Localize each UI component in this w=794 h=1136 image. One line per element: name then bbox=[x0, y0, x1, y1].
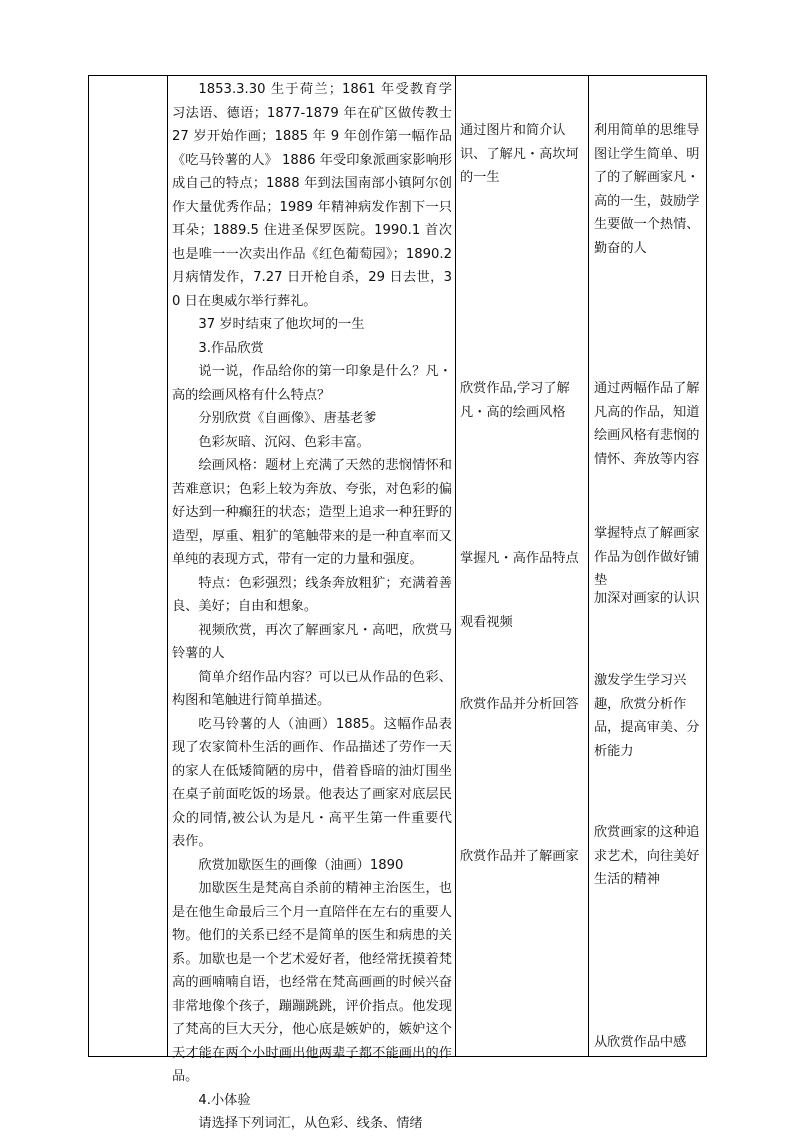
student-activity-e: 欣赏作品并分析回答 bbox=[460, 697, 579, 712]
design-intent-f: 欣赏画家的这种追求艺术，向往美好生活的精神 bbox=[594, 825, 700, 887]
gachet-paragraph: 加歇医生是梵高自杀前的精神主治医生，也是在他生命最后三个月一直陪伴在左右的重要人物。他们的关系已经不是简单的医生和病患的关系。加歇也是一个艺术爱好者，他经常抚摸着梵高的画喃喃自语，也经常在梵高画画的时候兴奋非常地像个孩子，蹦蹦跳跳，评价指点。他发现了梵高的巨大天分，他心底是嫉妒的，嫉妒这个天才能在两个小时画出他两辈子都不能画出的作品。 bbox=[172, 881, 452, 1084]
student-activity-f: 欣赏作品并了解画家 bbox=[460, 849, 579, 864]
potato-eaters-paragraph: 吃马铃薯的人（油画）1885。这幅作品表现了农家简朴生活的画作、作品描述了劳作一天的家人在低矮简陋的房中，借着昏暗的油灯围坐在桌子前面吃饭的场景。他表达了画家对底层民众的同情,被公认为是凡・高平生第一件重要代表作。 bbox=[172, 716, 452, 849]
design-intent-e: 激发学生学习兴趣，欣赏分析作品，提高审美、分析能力 bbox=[594, 673, 700, 759]
question-paragraph: 说一说，作品给你的第一印象是什么？凡・高的绘画风格有什么特点？ bbox=[172, 364, 452, 403]
design-intent-d: 加深对画家的认识 bbox=[594, 591, 700, 606]
life-summary-line: 37 岁时结束了他坎坷的一生 bbox=[198, 317, 365, 332]
teaching-content-cell bbox=[172, 78, 452, 1136]
table-column-divider-2 bbox=[455, 75, 456, 1057]
intro-question-paragraph: 简单介绍作品内容？可以已从作品的色彩、构图和笔触进行简单描述。 bbox=[172, 669, 452, 708]
table-column-divider-3 bbox=[588, 75, 589, 1057]
color-description-line: 色彩灰暗、沉闷、色彩丰富。 bbox=[198, 434, 370, 450]
section-heading-experience: 4.小体验 bbox=[198, 1092, 251, 1108]
section-heading-appreciation: 3.作品欣赏 bbox=[198, 340, 264, 356]
gachet-heading-line: 欣赏加歇医生的画像（油画）1890 bbox=[198, 857, 404, 873]
student-activity-b: 欣赏作品,学习了解凡・高的绘画风格 bbox=[460, 381, 570, 420]
design-intent-a: 利用简单的思维导图让学生简单、明了的了解画家凡・高的一生，鼓励学生要做一个热情、勤奋的人 bbox=[594, 123, 700, 256]
student-activity-a: 通过图片和简介认识、了解凡・高坎坷的一生 bbox=[460, 123, 579, 185]
table-border-right bbox=[706, 75, 707, 1057]
table-column-divider-1 bbox=[167, 75, 168, 1057]
artworks-line: 分别欣赏《自画像》、唐基老爹 bbox=[198, 411, 377, 426]
student-activity-d: 观看视频 bbox=[460, 615, 513, 630]
painting-style-paragraph: 绘画风格：题材上充满了天然的悲悯情怀和苦难意识；色彩上较为奔放、夸张，对色彩的偏好达到一种癫狂的状态；造型上追求一种狂野的造型，厚重、粗犷的笔触带来的是一种直率而又单纯的表现方式，带有一定的力量和强度。 bbox=[172, 458, 452, 567]
experience-instruction: 请选择下列词汇，从色彩、线条、情绪 bbox=[198, 1116, 423, 1131]
design-intent-g: 从欣赏作品中感 bbox=[594, 1035, 687, 1050]
features-paragraph: 特点：色彩强烈；线条奔放粗犷；充满着善良、美好；自由和想象。 bbox=[172, 575, 452, 614]
student-activity-c: 掌握凡・高作品特点 bbox=[460, 551, 579, 566]
design-intent-c: 掌握特点了解画家作品为创作做好铺垫 bbox=[594, 526, 700, 588]
biography-paragraph: 1853.3.30 生于荷兰；1861 年受教育学习法语、德语；1877-1879 年在矿区做传教士 27 岁开始作画；1885 年 9 年创作第一幅作品《吃马铃薯的人》 1886 年受印象派画家影响形成自己的特点；1888 年到法国南部小镇阿尔创作大量优秀作品；1989 年精神病发作割下一只耳朵；1889.5 住进圣保罗医院。1990.1 首次也是唯一一次卖出作品《红色葡萄园》；1890.2 月病情发作，7.27 日开枪自杀，29 日去世，30 日在奥威尔举行葬礼。 bbox=[172, 82, 452, 309]
video-paragraph: 视频欣赏，再次了解画家凡・高吧，欣赏马铃薯的人 bbox=[172, 622, 452, 661]
design-intent-b: 通过两幅作品了解凡高的作品，知道绘画风格有悲悯的情怀、奔放等内容 bbox=[594, 381, 700, 467]
table-top-border bbox=[88, 75, 707, 76]
table-cell-stage bbox=[89, 76, 166, 1056]
